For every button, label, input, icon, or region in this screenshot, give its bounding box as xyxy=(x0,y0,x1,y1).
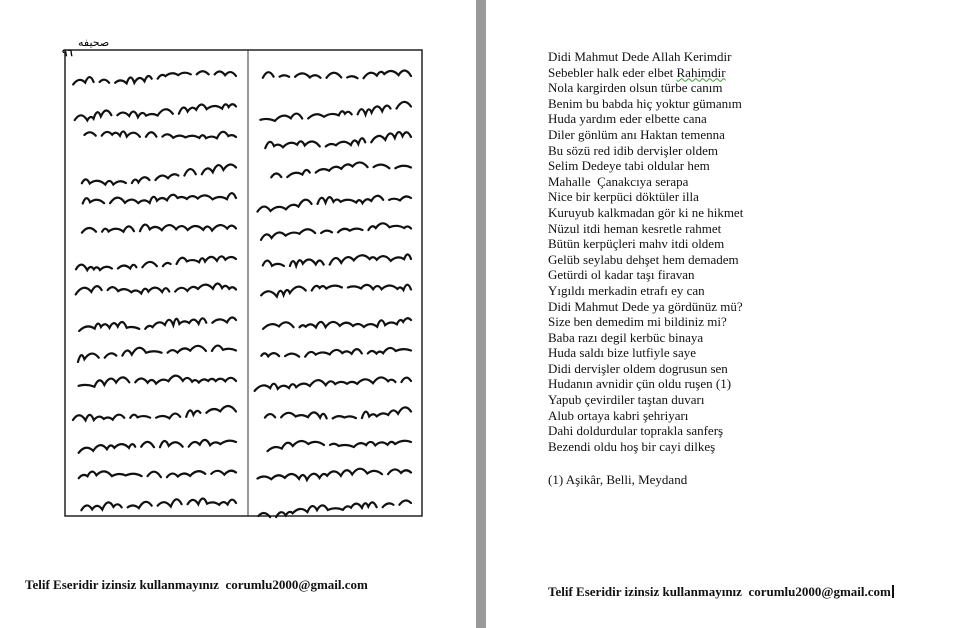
spellcheck-flagged-word[interactable]: Rahimdir xyxy=(676,64,726,80)
poem-line: Bütün kerpüçleri mahv itdi oldem xyxy=(548,236,725,252)
manuscript-verse-line xyxy=(82,225,236,233)
poem-line: Bu sözü red idib dervişler oldem xyxy=(548,142,719,158)
poem-line: Didi dervişler oldem dogrusun sen xyxy=(548,360,728,376)
manuscript-verse-line xyxy=(261,348,411,357)
poem-line: Sebebler halk eder elbet Rahimdir xyxy=(548,64,726,80)
manuscript-verse-line xyxy=(263,254,411,266)
copyright-footer xyxy=(548,584,894,600)
manuscript-verse-line xyxy=(255,285,411,297)
manuscript-verse-line xyxy=(255,377,411,390)
poem-transcription xyxy=(548,49,743,454)
manuscript-verse-line xyxy=(82,165,236,185)
poem-line: Nüzul itdi heman kesretle rahmet xyxy=(548,220,722,236)
page-divider xyxy=(476,0,486,628)
manuscript-verse-line xyxy=(254,102,411,121)
poem-line: Getürdi ol kadar taşı firavan xyxy=(548,267,695,283)
manuscript-verse-line xyxy=(255,223,411,240)
manuscript-verse-line xyxy=(79,440,236,453)
poem-line: Selim Dedeye tabi oldular hem xyxy=(548,158,710,174)
manuscript-verse-line xyxy=(81,498,236,510)
manuscript-verse-line xyxy=(261,441,411,451)
manuscript-verse-line xyxy=(73,406,236,420)
manuscript-verse-line xyxy=(73,71,236,84)
poem-line: Diler gönlüm anı Haktan temenna xyxy=(548,126,725,142)
poem-line: Huda saldı bize lutfiyle saye xyxy=(548,345,697,361)
manuscript-verse-line xyxy=(76,256,236,270)
poem-line: Didi Mahmut Dede Allah Kerimdir xyxy=(548,49,732,64)
footnote: (1) Aşikâr, Belli, Meydand xyxy=(548,472,688,487)
manuscript-verse-line xyxy=(257,71,411,79)
manuscript-verse-line xyxy=(79,471,236,478)
manuscript-verse-line xyxy=(265,407,411,418)
manuscript-verse-line xyxy=(257,196,411,212)
left-page xyxy=(0,0,476,628)
manuscript-header: صحيفه xyxy=(78,37,110,49)
manuscript-verse-line xyxy=(76,283,236,294)
right-page xyxy=(486,0,958,628)
manuscript-verse-line xyxy=(77,193,236,203)
poem-line: Size ben demedim mi bildiniz mi? xyxy=(548,314,727,330)
poem-line: Mahalle Çanakcıya serapa xyxy=(548,173,689,189)
poem-line: Bezendi oldu hoş bir cayi dilkeş xyxy=(548,438,716,454)
poem-line: Huda yardım eder elbette cana xyxy=(548,111,707,127)
poem-line: Alub ortaya kabri şehriyarı xyxy=(548,407,689,423)
copyright-footer: Telif Eseridir izinsiz kullanmayınız corumlu2000@gmail.com xyxy=(25,577,368,592)
manuscript-verse-line xyxy=(78,346,236,362)
manuscript-scan-image xyxy=(40,28,440,528)
manuscript-verse-line xyxy=(251,469,411,480)
text-cursor xyxy=(892,585,894,598)
manuscript-verse-line xyxy=(79,317,236,331)
poem-line: Hudanın avnidir çün oldu ruşen (1) xyxy=(548,376,732,392)
poem-line: Baba razı degil kerbüc binaya xyxy=(548,329,704,345)
poem-line: Kuruyub kalkmadan gör ki ne hikmet xyxy=(548,204,744,220)
manuscript-verse-line xyxy=(265,132,411,148)
poem-line: Yıgıldı merkadin etrafı ey can xyxy=(548,282,705,298)
poem-line: Didi Mahmut Dede ya gördünüz mü? xyxy=(548,298,743,314)
manuscript-verse-line xyxy=(263,318,411,329)
poem-line: Benim bu babda hiç yoktur gümanım xyxy=(548,95,742,111)
poem-line: Gelüb seylabu dehşet hem demadem xyxy=(548,251,739,267)
poem-line: Nola kargirden olsun türbe canım xyxy=(548,80,723,96)
manuscript-verse-line xyxy=(69,104,236,120)
manuscript-page-number: ٩٦ xyxy=(62,48,73,59)
poem-line: Dahi doldurdular toprakla sanferş xyxy=(548,423,724,439)
footer-text: Telif Eseridir izinsiz kullanmayınız corumlu2000@gmail.com xyxy=(548,584,891,599)
manuscript-verse-line xyxy=(78,131,236,138)
manuscript-verse-line xyxy=(258,501,411,518)
poem-line: Nice bir kerpüci döktüler illa xyxy=(548,189,699,205)
manuscript-verse-line xyxy=(79,376,236,387)
manuscript-verse-line xyxy=(265,162,411,177)
poem-line: Yapub çevirdiler taştan duvarı xyxy=(548,392,705,408)
